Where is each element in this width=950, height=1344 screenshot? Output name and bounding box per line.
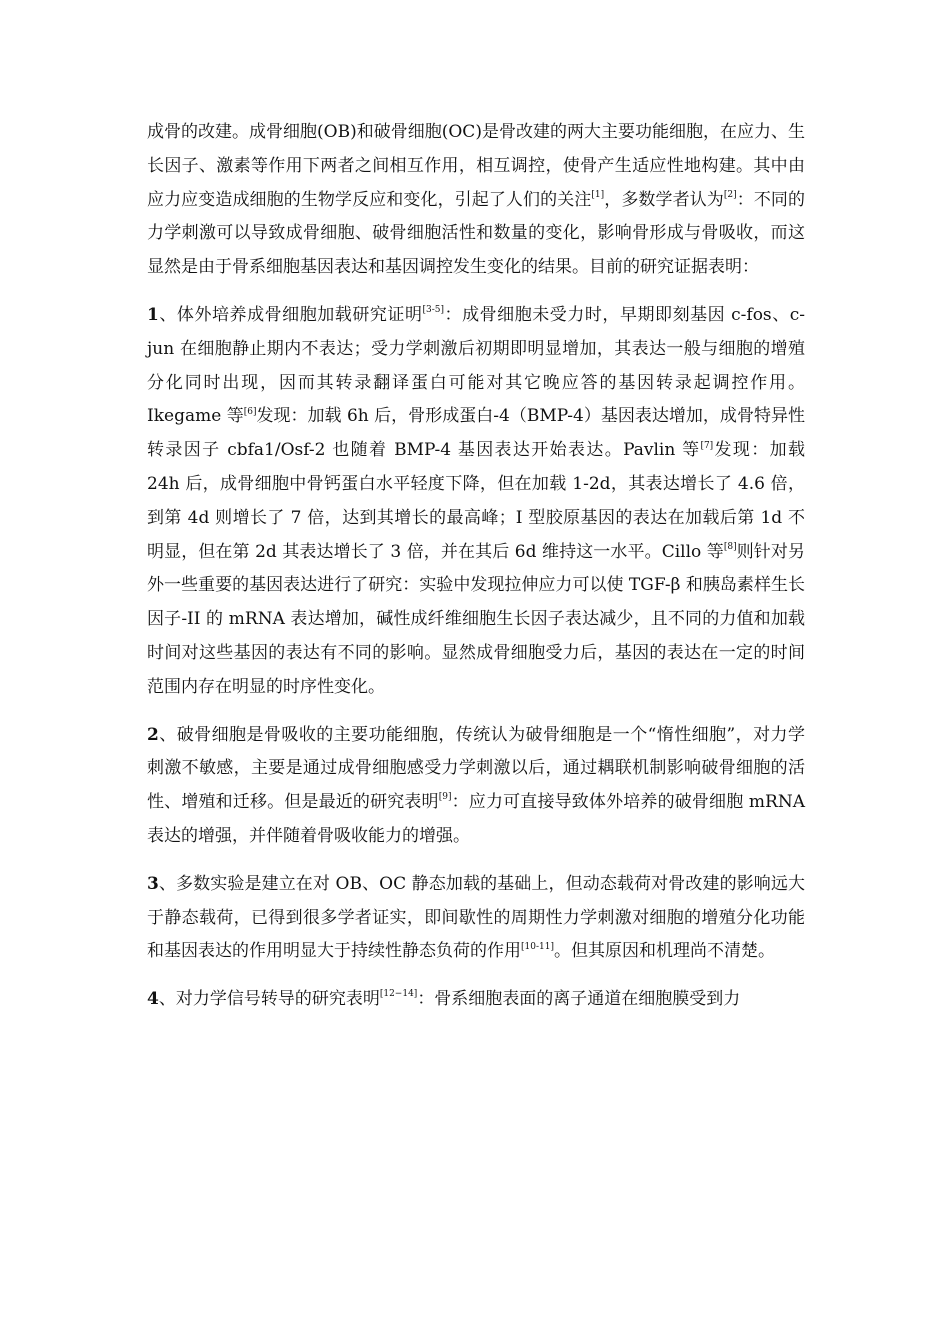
text-run: 、体外培养成骨细胞加载研究证明	[158, 304, 423, 325]
citation-ref: [3-5]	[422, 305, 445, 316]
text-run: ：骨系细胞表面的离子通道在细胞膜受到力	[417, 989, 741, 1010]
citation-ref: [12−14]	[379, 989, 418, 1000]
citation-ref: [9]	[438, 792, 452, 803]
document-page	[147, 116, 805, 1017]
citation-ref: [8]	[723, 541, 737, 552]
paragraph-point-3	[147, 868, 805, 969]
text-run: ：成骨细胞未受力时，早期即刻基因 c-fos、c-jun 在细胞静止期内不表达；受力学刺激后初期即明显增加，其表达一般与细胞的增殖分化同时出现，因而其转录翻译蛋白可能对其它晚应答的基因转录起调控作用。Ikegame 等	[147, 304, 806, 427]
citation-ref: [6]	[243, 406, 257, 417]
paragraph-spacer	[147, 705, 805, 719]
paragraph-spacer	[147, 285, 805, 299]
paragraph-point-1	[147, 299, 805, 705]
text-run: ：应力可直接导致体外培养的破骨细胞 mRNA 表达的增强，并伴随着骨吸收能力的增强。	[147, 792, 806, 846]
text-run: 。但其原因和机理尚不清楚。	[553, 941, 775, 962]
list-number: 2	[147, 724, 159, 745]
list-number: 1	[147, 304, 159, 325]
text-run: 、多数实验是建立在对 OB、OC 静态加载的基础上，但动态载荷对骨改建的影响远大于静态载荷，已得到很多学者证实，即间歇性的周期性力学刺激对细胞的增殖分化功能和基因表达的作用明显大于持续性静态负荷的作用	[147, 873, 805, 962]
paragraph-spacer	[147, 969, 805, 983]
paragraph-point-4	[147, 983, 805, 1017]
text-run: 则针对另外一些重要的基因表达进行了研究：实验中发现拉伸应力可以使 TGF-β 和胰岛素样生长因子-II 的 mRNA 表达增加，碱性成纤维细胞生长因子表达减少，且不同的力值和加载时间对这些基因的表达有不同的影响。显然成骨细胞受力后，基因的表达在一定的时间范围内存在明显的时序性变化。	[147, 541, 806, 697]
text-run: 发现：加载 6h 后，骨形成蛋白-4（BMP-4）基因表达增加，成骨特异性转录因子 cbfa1/Osf-2 也随着 BMP-4 基因表达开始表达。Pavlin 等	[147, 406, 805, 461]
citation-ref: [1]	[591, 189, 605, 200]
citation-ref: [7]	[700, 440, 714, 451]
text-run: 、对力学信号转导的研究表明	[158, 989, 380, 1010]
citation-ref: [10-11]	[521, 941, 554, 952]
text-run: 成骨的改建。成骨细胞(OB)和破骨细胞(OC)是骨改建的两大主要功能细胞，在应力、生长因子、激素等作用下两者之间相互作用，相互调控，使骨产生适应性地构建。其中由应力应变造成细胞的生物学反应和变化，引起了人们的关注	[147, 122, 805, 210]
paragraph-point-2	[147, 719, 805, 854]
text-run: 发现：加载 24h 后，成骨细胞中骨钙蛋白水平轻度下降，但在加载 1-2d，其表达增长了 4.6 倍，到第 4d 则增长了 7 倍，达到其增长的最高峰；I 型胶原基因的表达在加载后第 1d 不明显，但在第 2d 其表达增长了 3 倍，并在其后 6d 维持这一水平。Cillo 等	[147, 440, 805, 562]
paragraph-intro	[147, 116, 805, 285]
list-number: 4	[147, 989, 159, 1010]
list-number: 3	[147, 873, 159, 894]
text-run: 、破骨细胞是骨吸收的主要功能细胞，传统认为破骨细胞是一个“惰性细胞”，对力学刺激不敏感，主要是通过成骨细胞感受力学刺激以后，通过耦联机制影响破骨细胞的活性、增殖和迁移。但是最近的研究表明	[147, 724, 805, 813]
paragraph-spacer	[147, 854, 805, 868]
citation-ref: [2]	[723, 189, 737, 200]
text-run: ：不同的力学刺激可以导致成骨细胞、破骨细胞活性和数量的变化，影响骨形成与骨吸收，而这显然是由于骨系细胞基因表达和基因调控发生变化的结果。目前的研究证据表明：	[147, 189, 806, 278]
text-run: ，多数学者认为	[604, 189, 724, 210]
